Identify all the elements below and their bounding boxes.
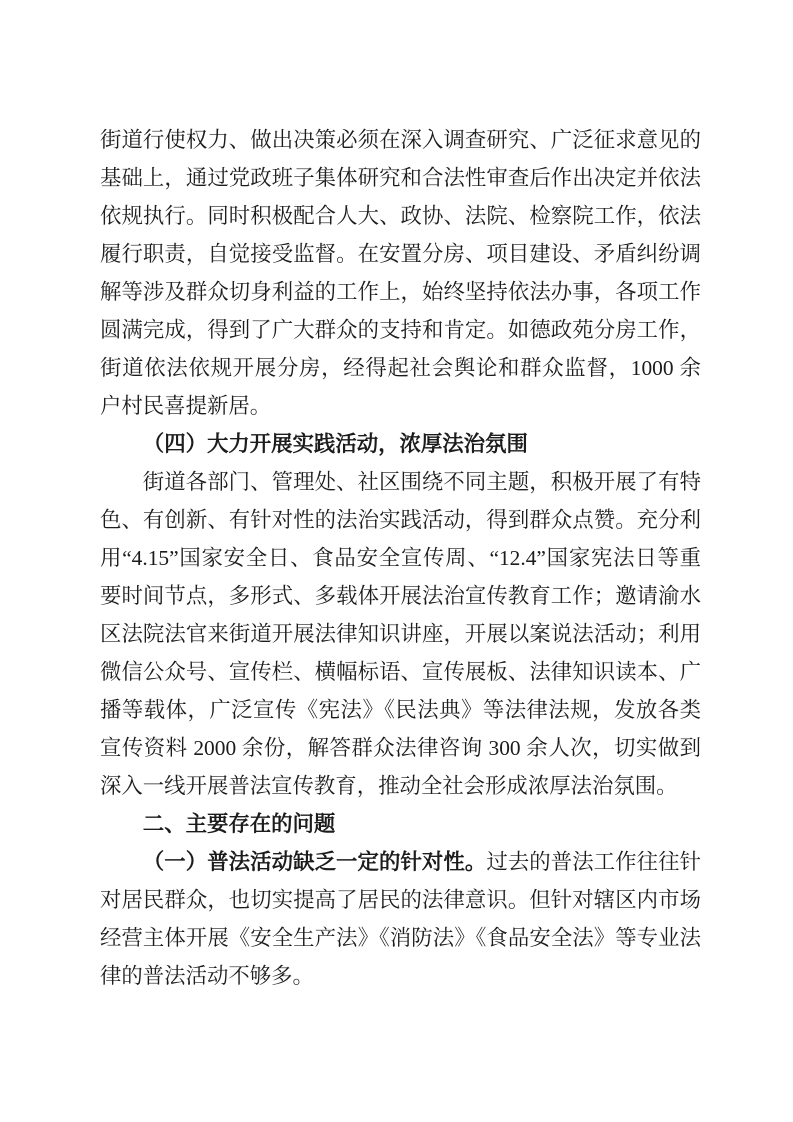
section-heading-practice-activities: （四）大力开展实践活动，浓厚法治氛围 bbox=[142, 432, 528, 456]
problem-one-body: 过去的普法工作往往针对居民群众，也切实提高了居民的法律意识。但针对辖区内市场经营主体开展《安全生产法》《消防法》《食品安全法》等专业法律的普法活动不够多。 bbox=[100, 850, 701, 988]
paragraph-problem-targeting bbox=[100, 843, 701, 995]
paragraph-legal-practice-activities: 街道各部门、管理处、社区围绕不同主题，积极开展了有特色、有创新、有针对性的法治实践活动，得到群众点赞。充分利用“4.15”国家安全日、食品安全宣传周、“12.4”国家宪法日等重要时间节点，多形式、多载体开展法治宣传教育工作；邀请渝水区法院法官来街道开展法律知识讲座，开展以案说法活动；利用微信公众号、宣传栏、横幅标语、宣传展板、法律知识读本、广播等载体，广泛宣传《宪法》《民法典》等法律法规，发放各类宣传资料 2000 余份，解答群众法律咨询 300 余人次，切实做到深入一线开展普法宣传教育，推动全社会形成浓厚法治氛围。 bbox=[100, 470, 701, 798]
chapter-heading-main-problems: 二、主要存在的问题 bbox=[142, 812, 336, 836]
problem-one-title: （一）普法活动缺乏一定的针对性。 bbox=[142, 850, 487, 874]
paragraph-rule-of-law-continuation: 街道行使权力、做出决策必须在深入调查研究、广泛征求意见的基础上，通过党政班子集体研究和合法性审查后作出决定并依法依规执行。同时积极配合人大、政协、法院、检察院工作，依法履行职责，自觉接受监督。在安置分房、项目建设、矛盾纠纷调解等涉及群众切身利益的工作上，始终坚持依法办事，各项工作圆满完成，得到了广大群众的支持和肯定。如德政苑分房工作，街道依法依规开展分房，经得起社会舆论和群众监督，1000 余户村民喜提新居。 bbox=[100, 128, 701, 418]
page-content bbox=[100, 121, 701, 995]
